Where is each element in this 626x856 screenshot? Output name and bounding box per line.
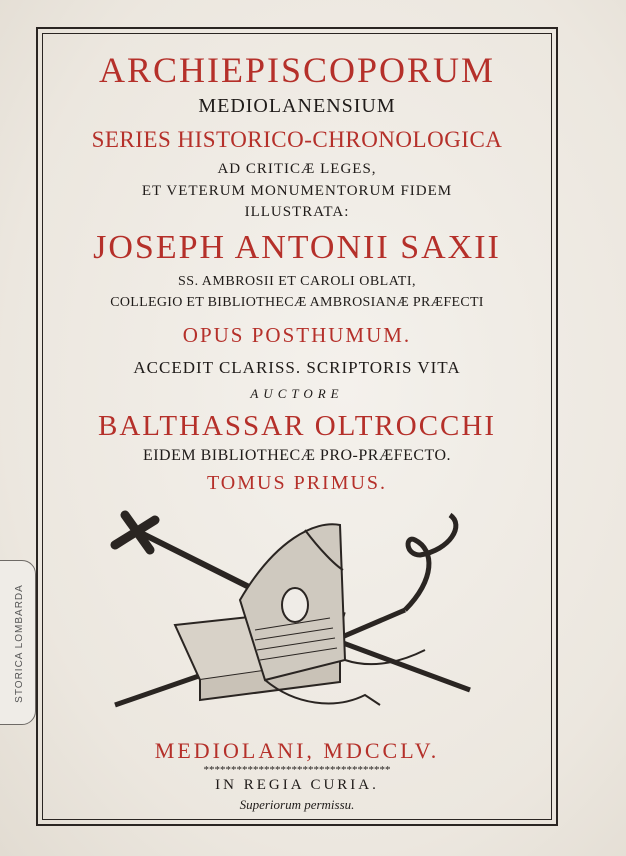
editor-title: EIDEM BIBLIOTHECÆ PRO-PRÆFECTO. xyxy=(142,447,452,464)
printer-line: IN REGIA CURIA. xyxy=(215,777,379,793)
star-rule: ********************************** xyxy=(203,764,391,776)
imprint-place-date: MEDIOLANI, MDCCLV. xyxy=(154,738,440,763)
volume-label: TOMUS PRIMUS. xyxy=(206,472,388,494)
episcopal-insignia-icon xyxy=(105,510,485,725)
accedit-line: ACCEDIT CLARISS. SCRIPTORIS VITA xyxy=(133,358,461,377)
editor-name: BALTHASSAR OLTROCCHI xyxy=(97,410,496,442)
author-name: JOSEPH ANTONII SAXII xyxy=(93,229,501,266)
auctore-line: AUCTORE xyxy=(250,386,344,401)
title-line-2: MEDIOLANENSIUM xyxy=(198,95,396,117)
title-line-5: ET VETERUM MONUMENTORUM FIDEM xyxy=(141,183,453,199)
author-title-1: SS. AMBROSII ET CAROLI OBLATI, xyxy=(178,274,416,289)
author-title-2: COLLEGIO ET BIBLIOTHECÆ AMBROSIANÆ PRÆFECTI xyxy=(110,295,484,310)
title-line-4: AD CRITICÆ LEGES, xyxy=(217,161,377,177)
permission-line: Superiorum permissu. xyxy=(239,797,355,812)
opus-line: OPUS POSTHUMUM. xyxy=(182,323,412,347)
title-line-6: ILLUSTRATA: xyxy=(244,204,350,220)
main-title: ARCHIEPISCOPORUM xyxy=(98,50,496,90)
stamp-text: STORICA LOMBARDA xyxy=(13,584,25,703)
library-stamp xyxy=(0,560,36,725)
title-line-3: SERIES HISTORICO-CHRONOLOGICA xyxy=(91,127,503,152)
